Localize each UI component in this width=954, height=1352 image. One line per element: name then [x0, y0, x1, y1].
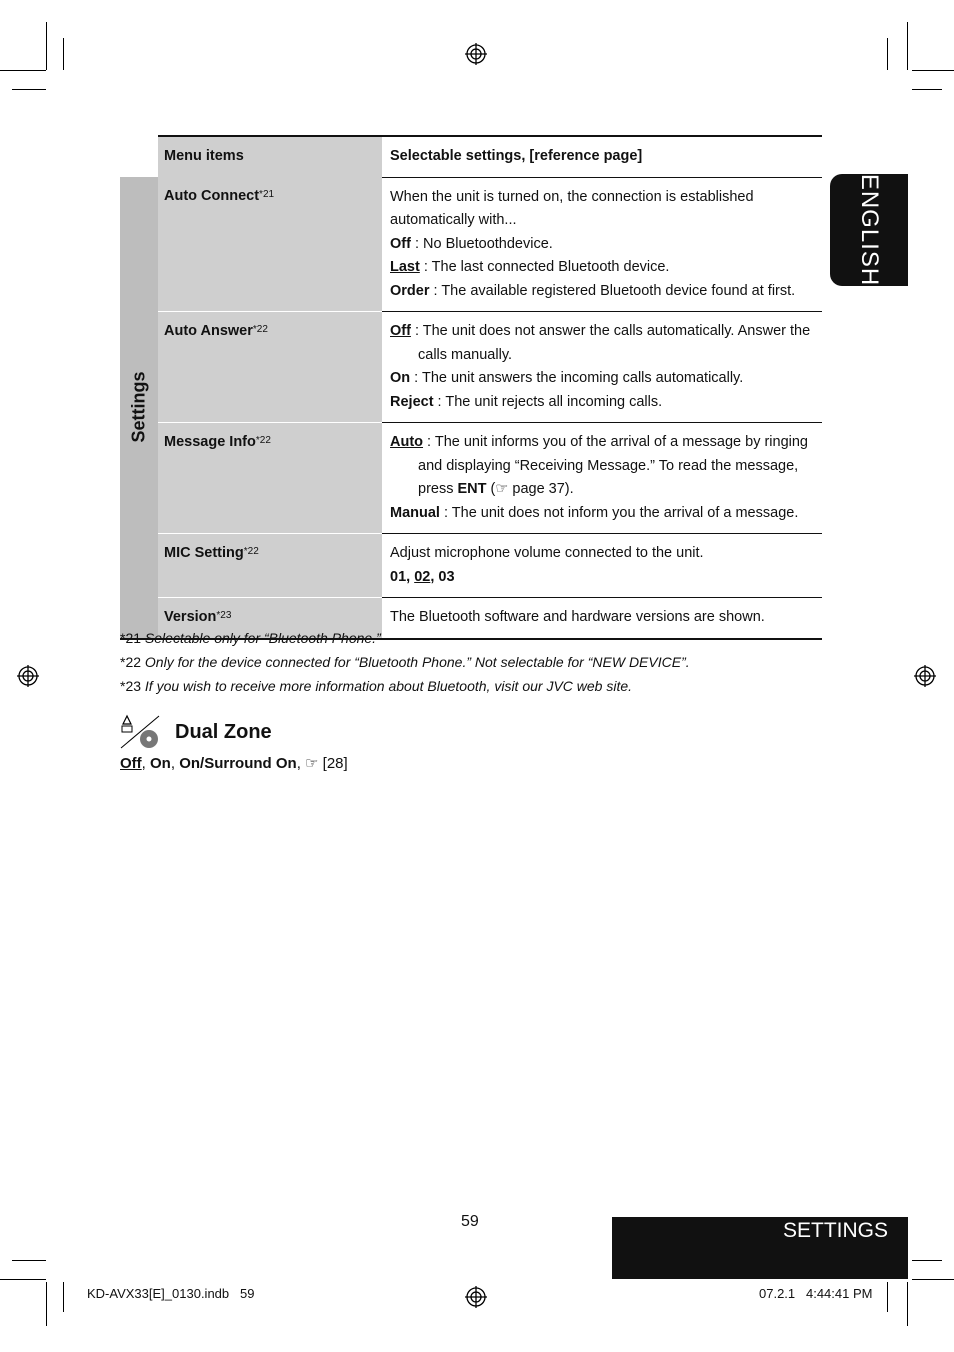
- page-number: 59: [461, 1213, 479, 1230]
- column-header-menu-items: Menu items: [158, 136, 382, 177]
- option-key: Off: [390, 235, 411, 252]
- option-text: : No Bluetoothdevice.: [410, 235, 553, 252]
- footnotes: [120, 626, 690, 698]
- footnote-mark: *23: [120, 678, 142, 694]
- option-default: Off: [120, 755, 142, 772]
- menu-item: [158, 423, 382, 534]
- footnote-ref: *21: [259, 189, 275, 200]
- section-banner: [612, 1217, 908, 1279]
- footnote-ref: *23: [216, 610, 232, 621]
- menu-item-label: Auto Answer: [164, 323, 253, 339]
- language-tab-label: ENGLISH: [856, 173, 883, 287]
- description-line: [390, 320, 814, 367]
- footnote: [120, 650, 690, 674]
- description-line: When the unit is turned on, the connection is established automatically with...: [390, 188, 754, 228]
- option-key-default: Auto: [390, 434, 424, 450]
- description-line: [390, 431, 814, 502]
- option: On/Surround On: [179, 755, 297, 772]
- setting-description: [382, 312, 822, 423]
- footnote: [120, 674, 690, 698]
- page-reference: , ☞ [28]: [296, 755, 348, 772]
- description-line: [390, 256, 814, 280]
- section-banner-label: SETTINGS: [782, 1219, 888, 1242]
- section-title: Dual Zone: [175, 721, 272, 743]
- footnote-ref: *22: [243, 546, 259, 557]
- footnote-mark: *22: [120, 654, 142, 670]
- description-line: [390, 280, 814, 304]
- option-text: : The last connected Bluetooth device.: [419, 259, 670, 275]
- option-value: , 03: [430, 568, 455, 585]
- option-text: : The unit rejects all incoming calls.: [433, 393, 663, 410]
- description-line: [390, 367, 814, 391]
- description-line: [390, 502, 814, 526]
- option-value: 01,: [390, 568, 415, 585]
- registration-mark-icon: [465, 43, 487, 65]
- setting-description: [382, 534, 822, 598]
- footnote-text: Only for the device connected for “Bluetooth Phone.” Not selectable for “NEW DEVICE”.: [144, 654, 690, 670]
- footnote-mark: *21: [120, 630, 142, 646]
- menu-item: [158, 534, 382, 598]
- footnote: [120, 626, 690, 650]
- separator: ,: [170, 755, 180, 772]
- option-key-default: Last: [390, 259, 420, 275]
- setting-description: [382, 423, 822, 534]
- option-text: : The unit does not answer the calls automatically. Answer the calls manually.: [410, 323, 811, 363]
- registration-mark-icon: [914, 665, 936, 687]
- footnote-ref: *22: [252, 324, 268, 335]
- description-line: The Bluetooth software and hardware versions are shown.: [390, 609, 765, 625]
- table-row: [120, 312, 822, 423]
- dual-zone-options: [120, 754, 348, 772]
- side-category: [120, 177, 158, 639]
- menu-item-label: Auto Connect: [164, 188, 260, 204]
- description-line: [390, 233, 814, 257]
- settings-table: [120, 135, 822, 640]
- footnote-ref: *22: [255, 435, 271, 446]
- table-corner: [120, 136, 158, 177]
- option: On: [150, 755, 171, 772]
- column-header-settings: Selectable settings, [reference page]: [382, 136, 822, 177]
- option-key: Manual: [390, 504, 440, 521]
- page-reference: (☞ page 37).: [486, 481, 574, 497]
- slug-file-info: KD-AVX33[E]_0130.indb 59: [87, 1286, 255, 1301]
- option-text: : The unit informs you of the arrival of a message by ringing and displaying “Receiving Message.” To read the message, press: [418, 434, 808, 497]
- button-name: ENT: [457, 481, 487, 497]
- option-key: Reject: [390, 393, 434, 410]
- menu-item-label: MIC Setting: [164, 545, 244, 561]
- side-category-label: Settings: [128, 371, 149, 443]
- option-key-default: Off: [390, 323, 411, 339]
- table-row: [120, 534, 822, 598]
- menu-item: [158, 177, 382, 312]
- table-header-row: [120, 136, 822, 177]
- menu-item-label: Message Info: [164, 434, 256, 450]
- setting-description: [382, 177, 822, 312]
- option-text: : The unit answers the incoming calls automatically.: [410, 370, 744, 386]
- description-line: Adjust microphone volume connected to the unit.: [390, 545, 704, 561]
- option-key: Order: [390, 282, 430, 299]
- language-tab: [830, 174, 908, 286]
- table-row: [120, 423, 822, 534]
- disc-source-icon: [119, 714, 163, 750]
- description-line: [390, 391, 814, 415]
- table-row: [120, 177, 822, 312]
- footnote-text: Selectable only for “Bluetooth Phone.”: [144, 630, 381, 646]
- option-text: : The unit does not inform you the arrival of a message.: [439, 504, 799, 521]
- registration-mark-icon: [17, 665, 39, 687]
- menu-item-label: Version: [164, 609, 217, 625]
- menu-item: [158, 312, 382, 423]
- footnote-text: If you wish to receive more information about Bluetooth, visit our JVC web site.: [144, 678, 633, 694]
- registration-mark-icon: [465, 1286, 487, 1308]
- separator: ,: [141, 755, 151, 772]
- option-value-default: 02: [414, 568, 431, 585]
- description-line: [390, 566, 814, 590]
- option-key: On: [390, 370, 411, 386]
- slug-timestamp: 07.2.1 4:44:41 PM: [759, 1286, 873, 1301]
- option-text: : The available registered Bluetooth device found at first.: [429, 282, 796, 299]
